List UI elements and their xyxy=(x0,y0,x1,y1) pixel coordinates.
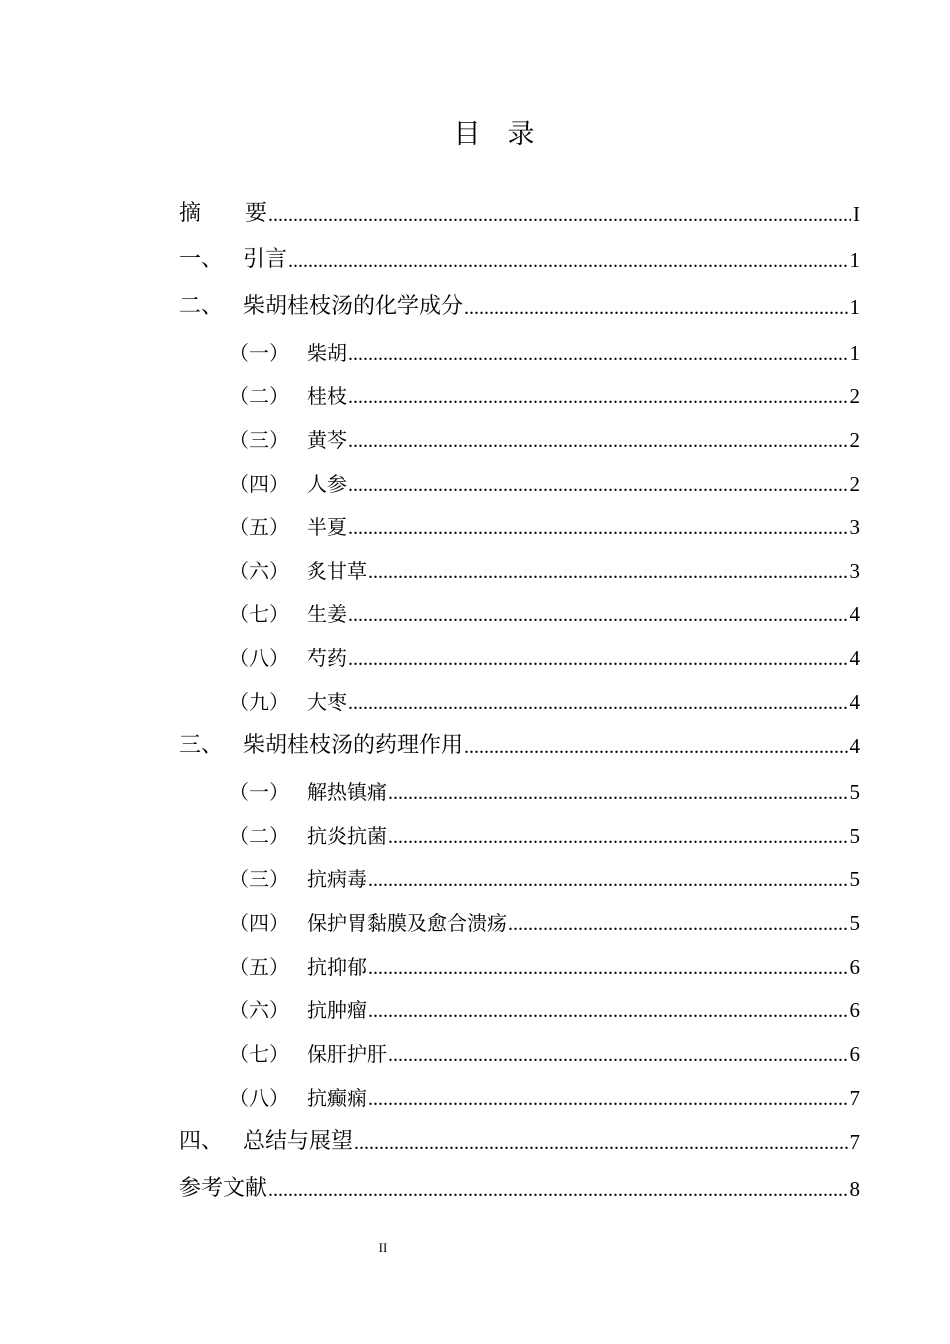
toc-entry-page: 2 xyxy=(849,472,860,496)
toc-entry-number: （三） xyxy=(229,428,289,452)
toc-entry-page: 8 xyxy=(849,1177,860,1201)
toc-entry[interactable] xyxy=(179,597,860,627)
toc-entry-page: 1 xyxy=(849,341,860,365)
toc-entry-page: I xyxy=(853,202,860,226)
toc-entry[interactable] xyxy=(179,685,860,715)
toc-entry-label: 保肝护肝 xyxy=(307,1042,387,1066)
toc-entry-number: （一） xyxy=(229,780,289,804)
toc-entry[interactable] xyxy=(179,993,860,1023)
toc-leader-dots xyxy=(348,386,848,409)
toc-entry-number: （五） xyxy=(229,955,289,979)
footer-page-number: II xyxy=(378,1240,388,1255)
toc-entry-page: 2 xyxy=(849,428,860,452)
toc-entry-page: 3 xyxy=(849,559,860,583)
toc-leader-dots xyxy=(348,343,848,366)
toc-leader-dots xyxy=(368,1000,848,1023)
toc-entry-page: 1 xyxy=(849,295,860,319)
toc-entry[interactable] xyxy=(179,379,860,409)
toc-entry[interactable] xyxy=(179,423,860,453)
toc-entry-page: 4 xyxy=(849,690,860,714)
toc-leader-dots xyxy=(354,1132,847,1155)
toc-leader-dots xyxy=(348,430,848,453)
toc-entry-number: 四、 xyxy=(179,1129,224,1154)
toc-entry[interactable] xyxy=(179,1125,860,1155)
toc-entry-number: （八） xyxy=(229,1086,289,1110)
toc-entry-number: 二、 xyxy=(179,294,224,319)
toc-entry-number: （二） xyxy=(229,384,289,408)
toc-entry-number: （七） xyxy=(229,602,289,626)
toc-entry[interactable] xyxy=(179,290,860,320)
toc-entry-page: 4 xyxy=(849,646,860,670)
toc-entry-label: 抗肿瘤 xyxy=(307,998,367,1022)
toc-entry-label: 大枣 xyxy=(307,690,347,714)
toc-leader-dots xyxy=(288,250,847,273)
toc-entry-number: （四） xyxy=(229,472,289,496)
toc-entry-label: 芍药 xyxy=(307,646,347,670)
toc-leader-dots xyxy=(388,1044,848,1067)
toc-entry-label: 引言 xyxy=(243,247,288,272)
toc-entry-page: 6 xyxy=(849,955,860,979)
toc-leader-dots xyxy=(464,297,847,320)
toc-leader-dots xyxy=(464,736,847,759)
toc-leader-dots xyxy=(388,826,848,849)
toc-leader-dots xyxy=(368,957,848,980)
toc-leader-dots xyxy=(348,604,848,627)
toc-entry-number: （九） xyxy=(229,690,289,714)
toc-leader-dots xyxy=(368,869,848,892)
toc-entry-label: 总结与展望 xyxy=(243,1129,354,1154)
toc-leader-dots xyxy=(348,474,848,497)
toc-entry[interactable] xyxy=(179,819,860,849)
toc-entry-number: （一） xyxy=(229,341,289,365)
toc-entry[interactable] xyxy=(179,1081,860,1111)
toc-entry-number: （五） xyxy=(229,515,289,539)
toc-entry-number: （六） xyxy=(229,559,289,583)
toc-entry[interactable] xyxy=(179,243,860,273)
toc-entry-page: 5 xyxy=(849,780,860,804)
toc-entry-page: 7 xyxy=(849,1130,860,1154)
toc-entry-label: 解热镇痛 xyxy=(307,780,387,804)
toc-entry[interactable] xyxy=(179,1037,860,1067)
toc-entry[interactable] xyxy=(179,729,860,759)
toc-entry-label: 柴胡 xyxy=(307,341,347,365)
toc-entry-page: 1 xyxy=(849,248,860,272)
toc-entry-page: 5 xyxy=(849,824,860,848)
toc-entry[interactable] xyxy=(179,197,860,227)
toc-entry[interactable] xyxy=(179,510,860,540)
toc-entry-page: 4 xyxy=(849,602,860,626)
toc-entry-page: 6 xyxy=(849,1042,860,1066)
toc-leader-dots xyxy=(268,204,851,227)
toc-entry-page: 3 xyxy=(849,515,860,539)
toc-entry-number: 一、 xyxy=(179,247,224,272)
toc-entry-label: 抗癫痫 xyxy=(307,1086,367,1110)
toc-entry[interactable] xyxy=(179,641,860,671)
toc-entry[interactable] xyxy=(179,862,860,892)
toc-entry-label: 抗病毒 xyxy=(307,867,367,891)
toc-leader-dots xyxy=(368,561,848,584)
toc-entry-page: 6 xyxy=(849,998,860,1022)
toc-entry[interactable] xyxy=(179,336,860,366)
toc-leader-dots xyxy=(368,1088,848,1111)
toc-entry-page: 5 xyxy=(849,867,860,891)
toc-entry[interactable] xyxy=(179,906,860,936)
toc-leader-dots xyxy=(268,1179,847,1202)
toc-entry[interactable] xyxy=(179,950,860,980)
toc-entry-label: 炙甘草 xyxy=(307,559,367,583)
toc-entry[interactable] xyxy=(179,775,860,805)
toc-entry-number: （八） xyxy=(229,646,289,670)
toc-entry-label: 柴胡桂枝汤的化学成分 xyxy=(243,294,464,319)
toc-entry-label: 保护胃黏膜及愈合溃疡 xyxy=(307,911,507,935)
toc-entry-number: （四） xyxy=(229,911,289,935)
toc-entry-label: 摘 要 xyxy=(179,201,268,226)
toc-entry-label: 参考文献 xyxy=(179,1176,268,1201)
toc-entry-label: 人参 xyxy=(307,472,347,496)
toc-leader-dots xyxy=(508,913,848,936)
toc-entry-label: 黄芩 xyxy=(307,428,347,452)
toc-entry-number: （七） xyxy=(229,1042,289,1066)
toc-entry-number: （二） xyxy=(229,824,289,848)
page-title: 目 录 xyxy=(453,119,535,150)
toc-entry-page: 4 xyxy=(849,734,860,758)
toc-entry-page: 2 xyxy=(849,384,860,408)
toc-entry[interactable] xyxy=(179,554,860,584)
toc-entry-label: 柴胡桂枝汤的药理作用 xyxy=(243,733,464,758)
toc-entry-number: （六） xyxy=(229,998,289,1022)
toc-entry-label: 生姜 xyxy=(307,602,347,626)
toc-leader-dots xyxy=(348,648,848,671)
toc-entry-number: （三） xyxy=(229,867,289,891)
toc-leader-dots xyxy=(348,517,848,540)
toc-leader-dots xyxy=(348,692,848,715)
toc-leader-dots xyxy=(388,782,848,805)
toc-entry-label: 半夏 xyxy=(307,515,347,539)
toc-entry-page: 7 xyxy=(849,1086,860,1110)
toc-entry-number: 三、 xyxy=(179,733,224,758)
toc-entry-label: 桂枝 xyxy=(307,384,347,408)
toc-entry[interactable] xyxy=(179,467,860,497)
toc-entry-label: 抗抑郁 xyxy=(307,955,367,979)
toc-entry[interactable] xyxy=(179,1172,860,1202)
toc-entry-page: 5 xyxy=(849,911,860,935)
toc-entry-label: 抗炎抗菌 xyxy=(307,824,387,848)
